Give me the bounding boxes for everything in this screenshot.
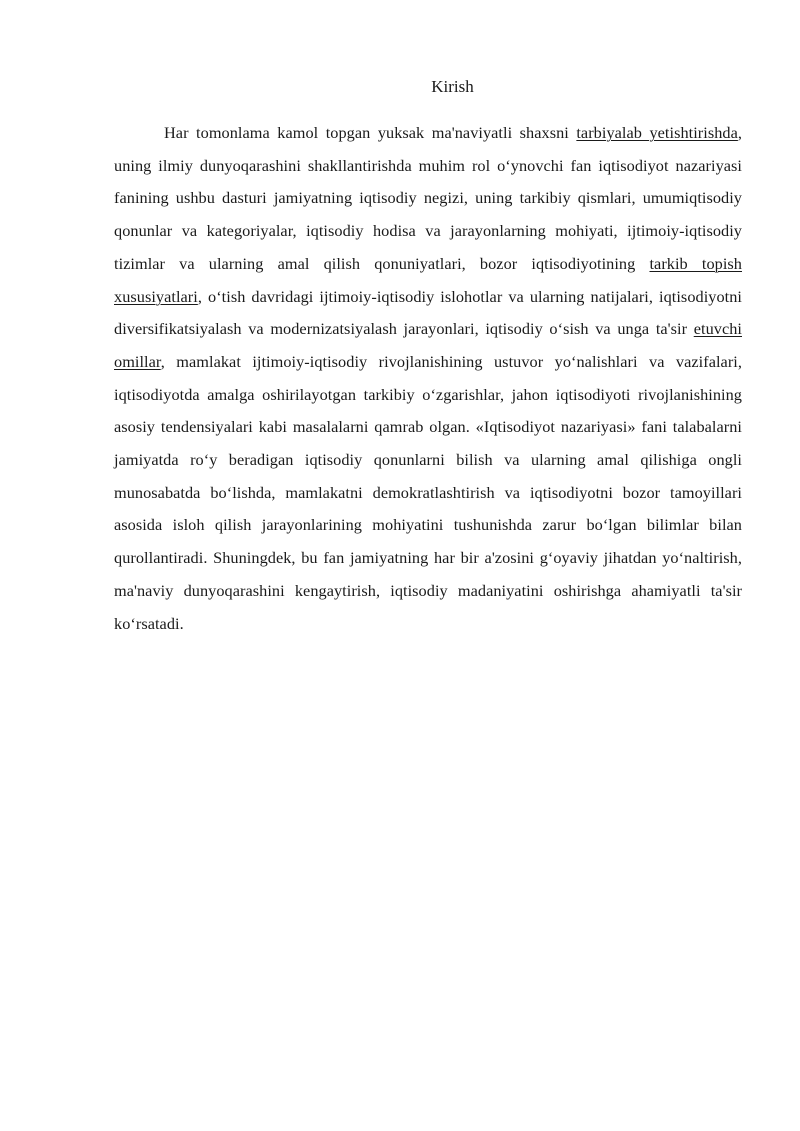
paragraph-text-1: Har tomonlama kamol topgan yuksak ma'naviyatli shaxsni — [164, 123, 577, 142]
link-tarkib-topish-xususiyatlari[interactable]: tarkib topish xususiyatlari — [114, 253, 742, 306]
page-title: Kirish — [431, 77, 474, 96]
paragraph-text-2: , uning ilmiy dunyoqarashini shakllantirishda muhim rol o‘ynovchi fan iqtisodiyot nazariyasi fanining ushbu dasturi jamiyatning iqtisodiy negizi, uning tarkibiy qismlari, umumiqtisodiy qonunlar va kategoriyalar, iqtisodiy hodisa va jarayonlarning mohiyati, ijtimoiy-iqtisodiy tizimlar va ularning amal qilish qonuniyatlari, bozor iqtisodiyotining — [114, 123, 743, 273]
link-tarbiyalab-yetishtirishda[interactable]: tarbiyalab yetishtirishda — [576, 123, 738, 142]
intro-paragraph — [114, 117, 742, 640]
paragraph-text-4: , mamlakat ijtimoiy-iqtisodiy rivojlanishining ustuvor yo‘nalishlari va vazifalari, iqtisodiyotda amalga oshirilayotgan tarkibiy o‘zgarishlar, jahon iqtisodiyoti rivojlanishining asosiy tendensiyalari kabi masalalarni qamrab olgan. «Iqtisodiyot nazariyasi» fani talabalarni jamiyatda ro‘y beradigan iqtisodiy qonunlarni bilish va ularning amal qilishiga ongli munosabatda bo‘lishda, mamlakatni demokratlashtirish va iqtisodiyotni bozor tamoyillari asosida isloh qilish jarayonlarining mohiyatini tushunishda zarur bo‘lgan bilimlar bilan qurollantiradi. Shuningdek, bu fan jamiyatning har bir a'zosini g‘oyaviy jihatdan yo‘naltirish, ma'naviy dunyoqarashini kengaytirish, iqtisodiy madaniyatini oshirishga ahamiyatli ta'sir ko‘rsatadi. — [114, 351, 742, 633]
paragraph-text-3: , o‘tish davridagi ijtimoiy-iqtisodiy islohotlar va ularning natijalari, iqtisodiyotni diversifikatsiyalash va modernizatsiyalash jarayonlari, iqtisodiy o‘sish va unga ta'sir — [114, 286, 742, 339]
link-etuvchi-omillar[interactable]: etuvchi omillar — [114, 319, 742, 371]
